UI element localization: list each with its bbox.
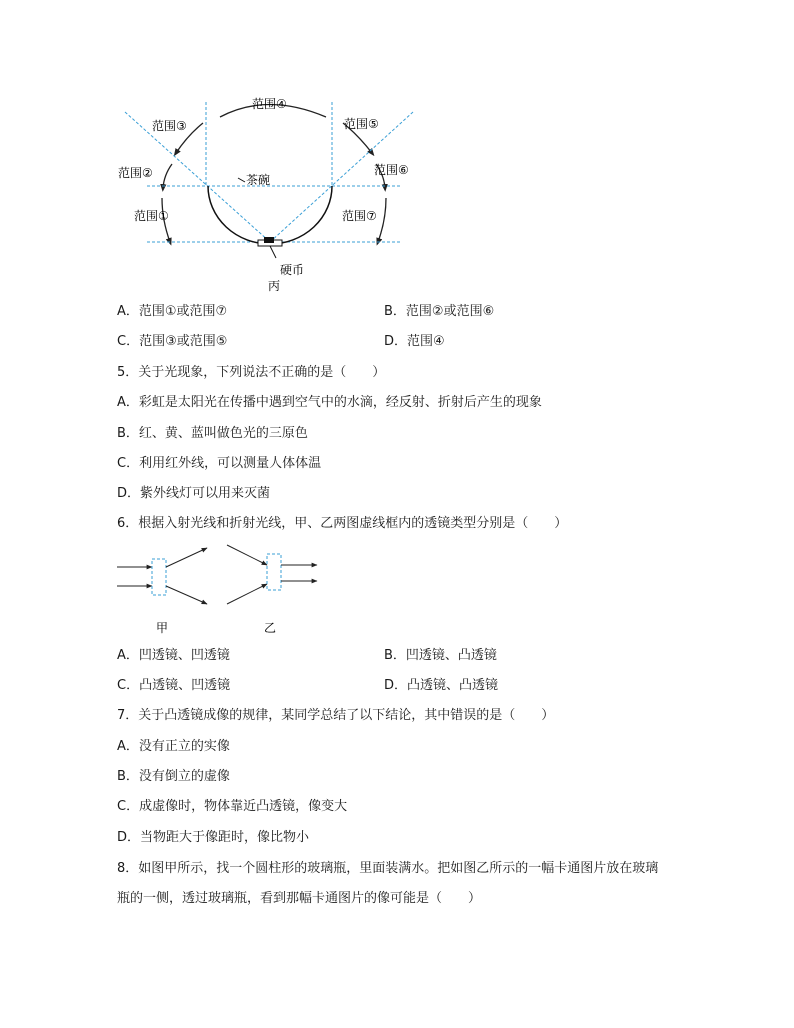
label-bowl: 茶碗 [246, 173, 271, 187]
incident-ray-bottom [227, 584, 267, 604]
label-range-6: 范围⑥ [374, 163, 409, 177]
refracted-ray-bottom [166, 586, 207, 604]
lens-box-jia [152, 559, 166, 595]
q8-stem-line-2: 瓶的一侧，透过玻璃瓶，看到那幅卡通图片的像可能是（ ） [117, 891, 482, 906]
figure-bing [100, 90, 430, 300]
coin-pointer [270, 246, 276, 258]
q7-option-c[interactable]: C．成虚像时，物体靠近凸透镜，像变大 [117, 799, 348, 814]
q4-option-d[interactable]: D．范围④ [384, 334, 445, 349]
q8-stem-line-1: 8．如图甲所示，找一个圆柱形的玻璃瓶，里面装满水。把如图乙所示的一幅卡通图片放在玻璃 [117, 861, 659, 876]
coin [264, 237, 274, 243]
q6-option-d[interactable]: D．凸透镜、凸透镜 [384, 678, 499, 693]
q7-stem: 7．关于凸透镜成像的规律，某同学总结了以下结论，其中错误的是（ ） [117, 708, 555, 723]
q4-option-b[interactable]: B．范围②或范围⑥ [384, 304, 495, 319]
label-coin: 硬币 [280, 263, 305, 277]
label-yi: 乙 [264, 621, 277, 635]
q6-option-b[interactable]: B．凹透镜、凸透镜 [384, 648, 497, 663]
incident-ray-top [227, 545, 267, 565]
label-range-7: 范围⑦ [342, 209, 377, 223]
bowl-pointer [238, 178, 245, 182]
q5-option-b[interactable]: B．红、黄、蓝叫做色光的三原色 [117, 426, 308, 441]
q5-option-c[interactable]: C．利用红外线，可以测量人体体温 [117, 456, 322, 471]
label-range-4: 范围④ [252, 97, 287, 111]
figure-lenses [112, 540, 332, 640]
q4-option-c[interactable]: C．范围③或范围⑤ [117, 334, 228, 349]
q5-stem: 5．关于光现象，下列说法不正确的是（ ） [117, 365, 386, 380]
refracted-ray-top [166, 548, 207, 567]
q5-option-a[interactable]: A．彩虹是太阳光在传播中遇到空气中的水滴，经反射、折射后产生的现象 [117, 395, 542, 410]
q7-option-a[interactable]: A．没有正立的实像 [117, 739, 230, 754]
label-range-1: 范围① [134, 209, 169, 223]
q4-option-a[interactable]: A．范围①或范围⑦ [117, 304, 228, 319]
tea-bowl [208, 186, 332, 244]
figure-yi [227, 545, 317, 635]
lens-box-yi [267, 554, 281, 590]
label-range-5: 范围⑤ [344, 117, 379, 131]
label-range-2: 范围② [118, 166, 153, 180]
figure-jia [117, 548, 207, 635]
label-jia: 甲 [156, 621, 169, 635]
q6-stem: 6．根据入射光线和折射光线，甲、乙两图虚线框内的透镜类型分别是（ ） [117, 516, 568, 531]
q6-option-c[interactable]: C．凸透镜、凹透镜 [117, 678, 231, 693]
figure-caption: 丙 [268, 279, 281, 293]
q5-option-d[interactable]: D．紫外线灯可以用来灭菌 [117, 486, 271, 501]
q7-option-b[interactable]: B．没有倒立的虚像 [117, 769, 230, 784]
q7-option-d[interactable]: D．当物距大于像距时，像比物小 [117, 830, 310, 845]
q6-option-a[interactable]: A．凹透镜、凹透镜 [117, 648, 230, 663]
label-range-3: 范围③ [152, 119, 187, 133]
